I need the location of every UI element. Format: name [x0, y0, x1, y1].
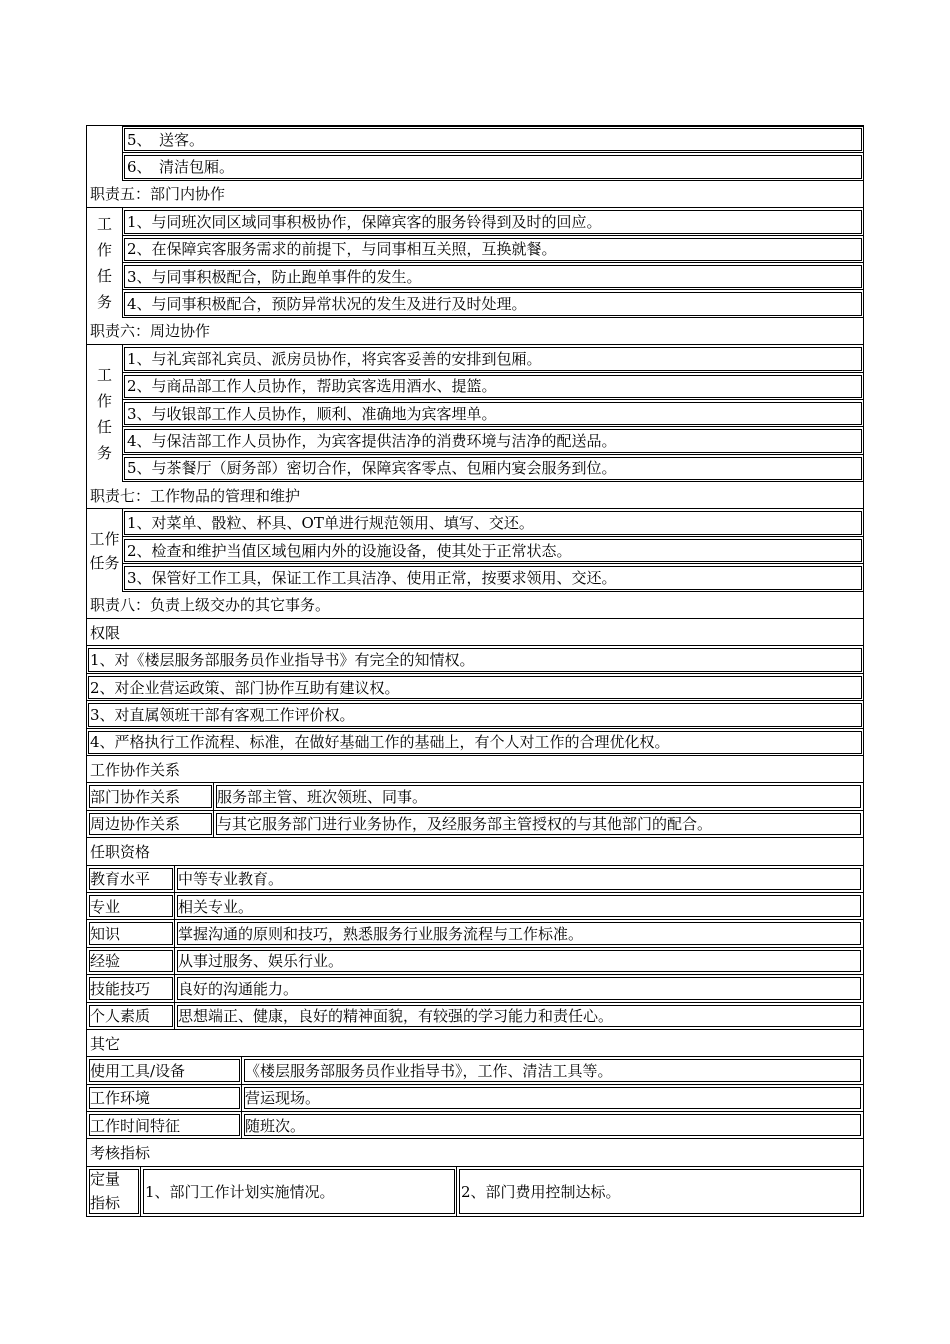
section-heading-other: 其它	[86, 1030, 864, 1057]
other-key: 工作时间特征	[87, 1112, 242, 1138]
task-label: 工作任务	[86, 208, 122, 318]
duty6-tasks	[86, 345, 864, 482]
job-description-table	[86, 125, 864, 1217]
task-row: 4、与保洁部工作人员协作，为宾客提供洁净的消费环境与洁净的配送品。	[122, 427, 864, 454]
task-row: 6、 清洁包厢。	[122, 153, 864, 180]
section-heading-qualifications: 任职资格	[86, 838, 864, 865]
qualification-row	[86, 975, 864, 1002]
qualification-value: 相关专业。	[175, 893, 863, 919]
duty-heading: 职责七：工作物品的管理和维护	[86, 482, 864, 509]
qualification-value: 掌握沟通的原则和技巧，熟悉服务行业服务流程与工作标准。	[175, 920, 863, 946]
task-row: 5、与茶餐厅（厨务部）密切合作，保障宾客零点、包厢内宴会服务到位。	[122, 455, 864, 482]
task-row: 4、与同事积极配合，预防异常状况的发生及进行及时处理。	[122, 290, 864, 317]
qualification-key: 专业	[87, 893, 175, 919]
qualification-row	[86, 866, 864, 893]
kpi-row	[86, 1167, 864, 1217]
task-label-empty	[86, 126, 122, 181]
relation-key: 部门协作关系	[87, 783, 214, 809]
other-value: 营运现场。	[242, 1085, 863, 1111]
task-row: 1、与礼宾部礼宾员、派房员协作，将宾客妥善的安排到包厢。	[122, 345, 864, 372]
section-heading-relations: 工作协作关系	[86, 756, 864, 783]
task-row: 2、与商品部工作人员协作，帮助宾客选用酒水、提篮。	[122, 373, 864, 400]
task-row: 3、与收银部工作人员协作，顺利、准确地为宾客埋单。	[122, 400, 864, 427]
duty-heading: 职责五：部门内协作	[86, 181, 864, 208]
authority-item: 1、对《楼层服务部服务员作业指导书》有完全的知情权。	[86, 646, 864, 673]
task-label: 工作任务	[86, 509, 122, 591]
kpi-label: 定量指标	[87, 1167, 141, 1216]
qualification-row	[86, 1003, 864, 1030]
other-row	[86, 1057, 864, 1084]
duty-heading: 职责六：周边协作	[86, 318, 864, 345]
relation-value: 服务部主管、班次领班、同事。	[214, 783, 863, 809]
qualification-value: 中等专业教育。	[175, 866, 863, 892]
authority-item: 3、对直属领班干部有客观工作评价权。	[86, 701, 864, 728]
kpi-item: 1、部门工作计划实施情况。	[141, 1167, 457, 1216]
other-row	[86, 1085, 864, 1112]
qualification-key: 经验	[87, 948, 175, 974]
duty7-tasks	[86, 509, 864, 591]
task-row: 3、与同事积极配合，防止跑单事件的发生。	[122, 263, 864, 290]
other-key: 使用工具/设备	[87, 1057, 242, 1083]
qualification-key: 技能技巧	[87, 975, 175, 1001]
qualification-value: 思想端正、健康，良好的精神面貌，有较强的学习能力和责任心。	[175, 1003, 863, 1029]
other-key: 工作环境	[87, 1085, 242, 1111]
qualification-key: 知识	[87, 920, 175, 946]
task-row: 2、在保障宾客服务需求的前提下，与同事相互关照，互换就餐。	[122, 236, 864, 263]
duty-heading: 职责八：负责上级交办的其它事务。	[86, 592, 864, 619]
task-row: 5、 送客。	[122, 126, 864, 153]
section-heading-kpi: 考核指标	[86, 1139, 864, 1166]
qualification-value: 良好的沟通能力。	[175, 975, 863, 1001]
relation-key: 周边协作关系	[87, 811, 214, 837]
qualification-value: 从事过服务、娱乐行业。	[175, 948, 863, 974]
duty5-tasks	[86, 208, 864, 318]
task-row: 1、对菜单、骰粒、杯具、OT单进行规范领用、填写、交还。	[122, 509, 864, 536]
other-row	[86, 1112, 864, 1139]
qualification-row	[86, 920, 864, 947]
other-value: 《楼层服务部服务员作业指导书》，工作、清洁工具等。	[242, 1057, 863, 1083]
qualification-key: 教育水平	[87, 866, 175, 892]
qualification-row	[86, 893, 864, 920]
section-heading-authority: 权限	[86, 619, 864, 646]
relation-value: 与其它服务部门进行业务协作，及经服务部主管授权的与其他部门的配合。	[214, 811, 863, 837]
task-label: 工作任务	[86, 345, 122, 482]
authority-item: 2、对企业营运政策、部门协作互助有建议权。	[86, 674, 864, 701]
kpi-item: 2、部门费用控制达标。	[457, 1167, 863, 1216]
relation-row	[86, 811, 864, 838]
task-block-continued	[86, 125, 864, 181]
other-value: 随班次。	[242, 1112, 863, 1138]
qualification-row	[86, 948, 864, 975]
relation-row	[86, 783, 864, 810]
task-row: 1、与同班次同区域同事积极协作，保障宾客的服务铃得到及时的回应。	[122, 208, 864, 235]
qualification-key: 个人素质	[87, 1003, 175, 1029]
authority-item: 4、严格执行工作流程、标准，在做好基础工作的基础上，有个人对工作的合理优化权。	[86, 729, 864, 756]
task-row: 3、保管好工作工具，保证工作工具洁净、使用正常，按要求领用、交还。	[122, 564, 864, 591]
task-row: 2、检查和维护当值区域包厢内外的设施设备，使其处于正常状态。	[122, 537, 864, 564]
